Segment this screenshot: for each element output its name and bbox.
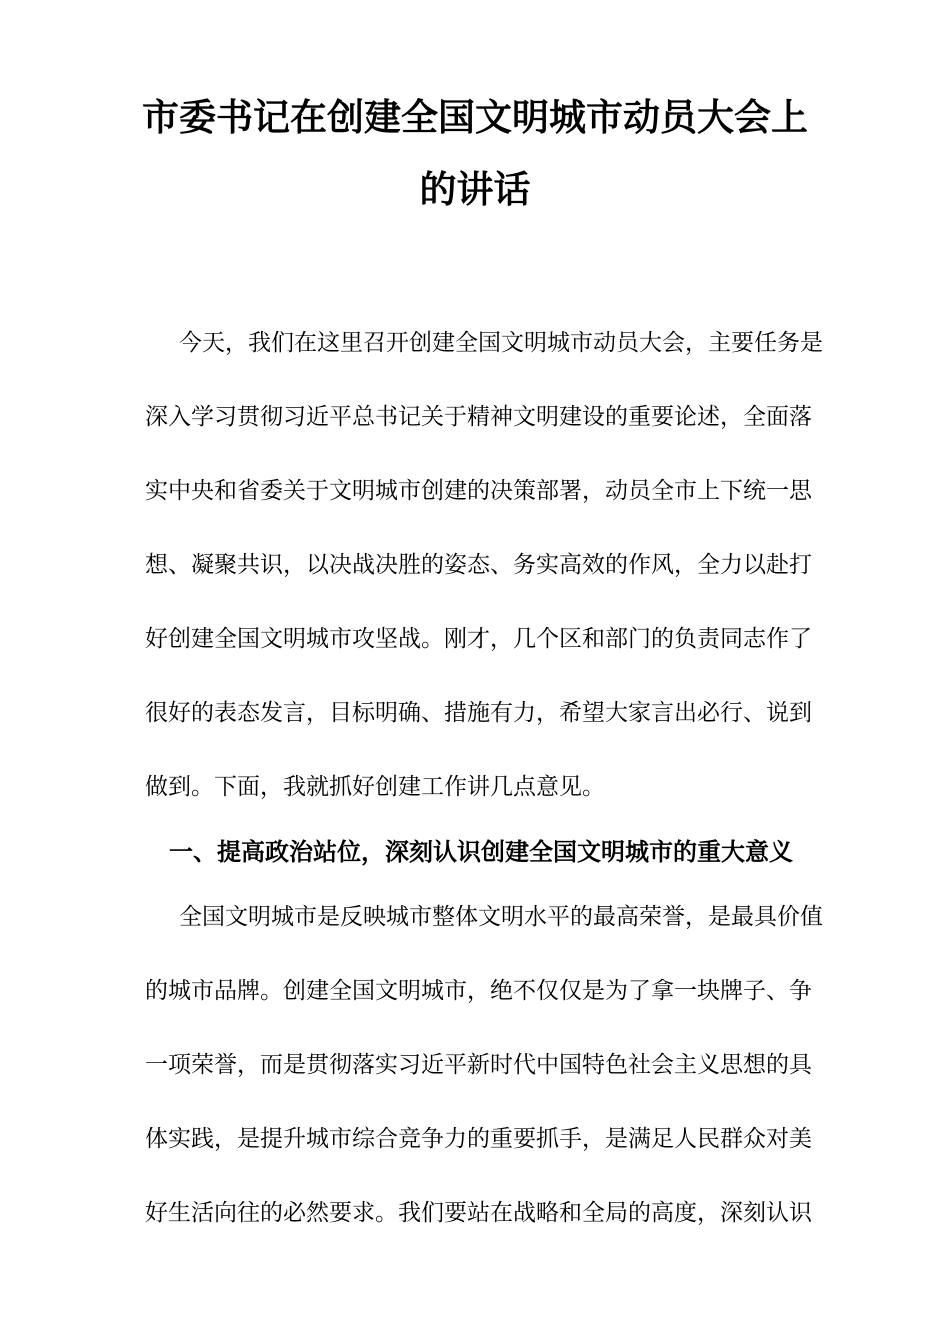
document-title-line-1: 市委书记在创建全国文明城市动员大会上 (142, 98, 808, 139)
body-text-line: 做到。下面，我就抓好创建工作讲几点意见。 (145, 773, 605, 799)
body-text-line: 好创建全国文明城市攻坚战。刚才，几个区和部门的负责同志作了 (145, 625, 812, 651)
document-body (145, 303, 823, 1247)
section-heading: 一、提高政治站位，深刻认识创建全国文明城市的重大意义 (169, 838, 793, 866)
body-text-line: 全国文明城市是反映城市整体文明水平的最高荣誉，是最具价值 (179, 903, 823, 929)
body-text-line: 好生活向往的必然要求。我们要站在战略和全局的高度，深刻认识 (145, 1199, 812, 1225)
body-text-line: 深入学习贯彻习近平总书记关于精神文明建设的重要论述，全面落 (145, 403, 812, 429)
body-text-line: 很好的表态发言，目标明确、措施有力，希望大家言出必行、说到 (145, 699, 812, 725)
body-text-line: 实中央和省委关于文明城市创建的决策部署，动员全市上下统一思 (145, 477, 812, 503)
body-text-line: 的城市品牌。创建全国文明城市，绝不仅仅是为了拿一块牌子、争 (145, 977, 812, 1003)
body-text-line: 体实践，是提升城市综合竞争力的重要抓手，是满足人民群众对美 (145, 1125, 812, 1151)
document-title (0, 83, 950, 227)
body-text-line: 今天，我们在这里召开创建全国文明城市动员大会，主要任务是 (179, 329, 823, 355)
body-text-line: 想、凝聚共识，以决战决胜的姿态、务实高效的作风，全力以赴打 (145, 551, 812, 577)
document-title-line-2: 的讲话 (419, 170, 531, 211)
body-text-line: 一项荣誉，而是贯彻落实习近平新时代中国特色社会主义思想的具 (145, 1051, 812, 1077)
